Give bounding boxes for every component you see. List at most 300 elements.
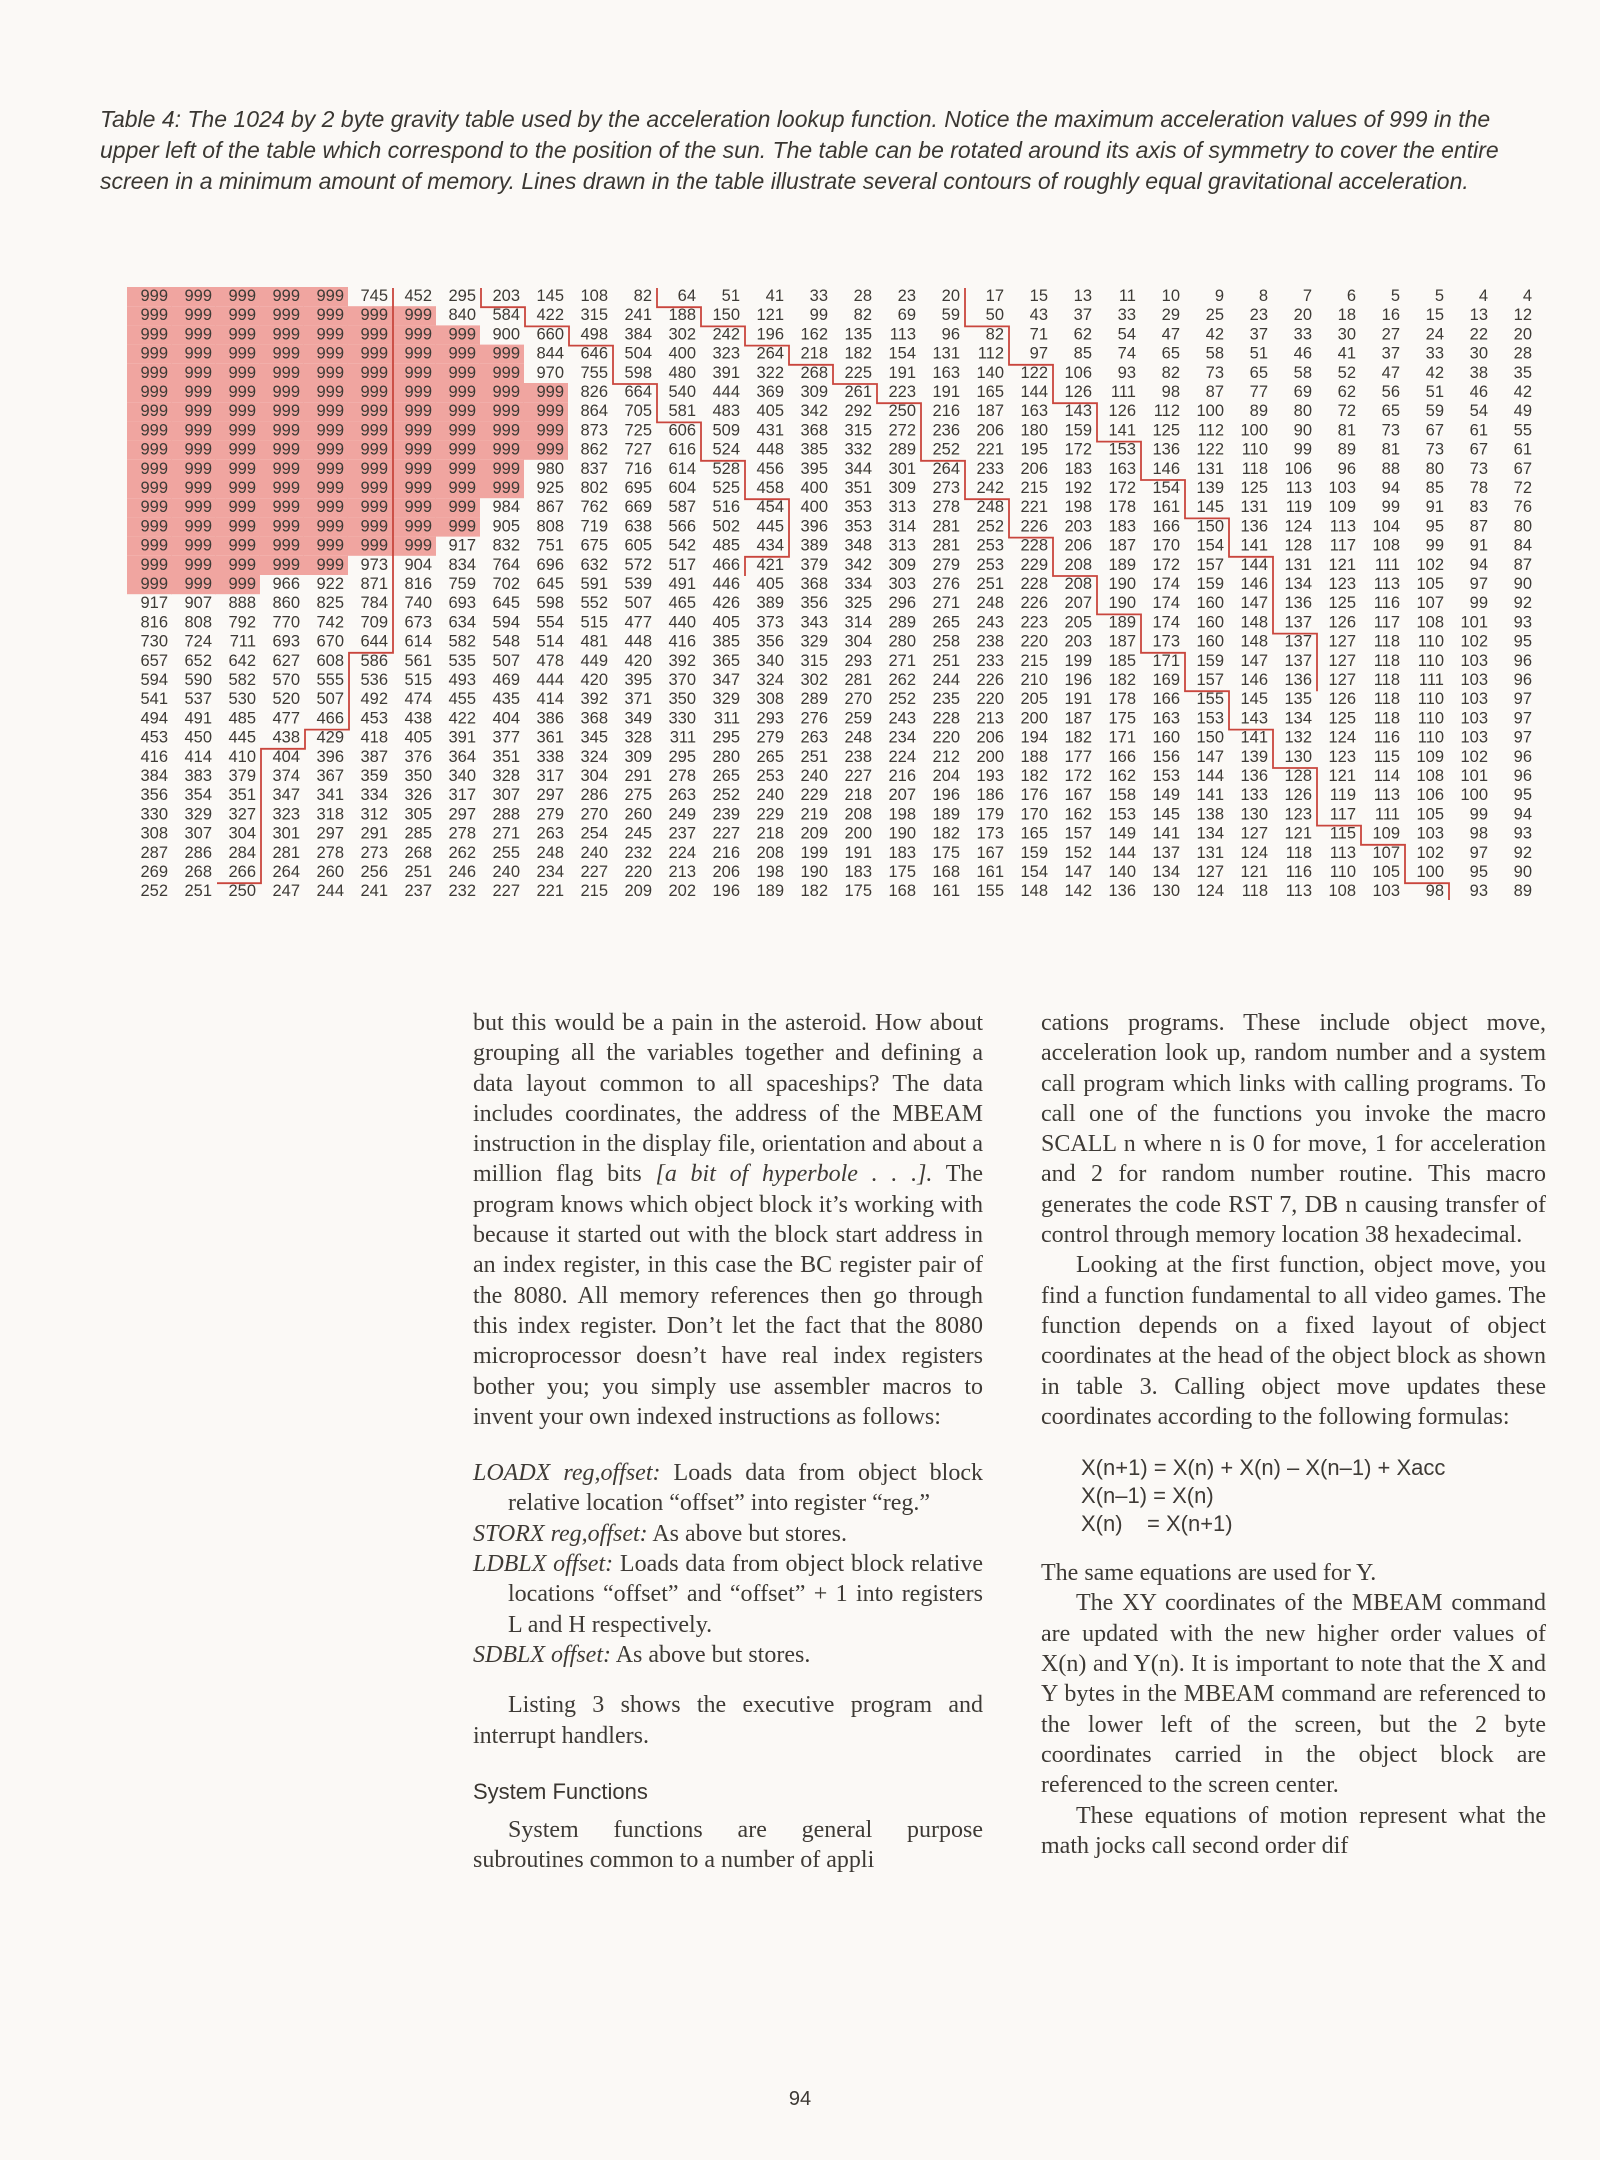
- table-cell: 112: [977, 344, 1004, 363]
- table-cell: 234: [888, 728, 916, 747]
- table-cell: 286: [580, 786, 608, 805]
- table-cell: 88: [1381, 459, 1400, 478]
- table-cell: 392: [580, 690, 608, 709]
- table-cell: 166: [1152, 517, 1180, 536]
- table-cell: 539: [624, 575, 652, 593]
- table-cell: 504: [624, 344, 652, 363]
- table-cell: 136: [1284, 594, 1312, 613]
- table-cell: 243: [888, 709, 916, 728]
- table-cell: 59: [941, 306, 960, 325]
- table-cell: 999: [184, 479, 212, 497]
- table-cell: 204: [932, 767, 960, 785]
- table-cell: 389: [800, 536, 828, 555]
- table-cell: 81: [1381, 440, 1400, 459]
- table-cell: 182: [844, 344, 872, 363]
- table-cell: 709: [360, 613, 388, 632]
- table-cell: 586: [360, 651, 388, 670]
- right-text-column: [1041, 1008, 1546, 1861]
- table-cell: 241: [360, 882, 388, 900]
- table-cell: 147: [1240, 594, 1268, 613]
- table-cell: 119: [1285, 498, 1312, 517]
- table-cell: 999: [228, 440, 256, 459]
- table-cell: 426: [712, 594, 740, 613]
- table-cell: 160: [1196, 613, 1224, 632]
- table-cell: 5: [1434, 287, 1444, 305]
- table-cell: 999: [404, 306, 432, 325]
- table-cell: 353: [844, 517, 872, 536]
- table-cell: 248: [976, 594, 1004, 613]
- table-cell: 219: [800, 805, 828, 824]
- table-cell: 174: [1152, 575, 1180, 593]
- table-cell: 187: [1108, 632, 1136, 651]
- table-cell: 94: [1513, 805, 1532, 824]
- table-cell: 128: [1284, 536, 1312, 555]
- table-cell: 207: [1064, 594, 1092, 613]
- table-cell: 808: [184, 613, 212, 632]
- table-cell: 284: [228, 843, 256, 862]
- table-cell: 85: [1073, 344, 1092, 363]
- table-cell: 541: [140, 690, 168, 709]
- table-cell: 719: [580, 517, 608, 536]
- table-cell: 330: [668, 709, 696, 728]
- table-cell: 244: [316, 882, 344, 900]
- table-cell: 999: [272, 479, 300, 497]
- table-cell: 118: [1373, 690, 1400, 709]
- table-cell: 999: [228, 479, 256, 497]
- table-cell: 200: [976, 747, 1004, 766]
- table-cell: 264: [756, 344, 784, 363]
- table-cell: 80: [1513, 517, 1532, 536]
- table-cell: 404: [492, 709, 520, 728]
- table-cell: 405: [756, 402, 784, 421]
- table-cell: 281: [844, 671, 872, 689]
- table-cell: 252: [932, 440, 960, 459]
- table-cell: 999: [316, 459, 344, 478]
- table-cell: 999: [492, 421, 520, 440]
- table-cell: 275: [624, 786, 652, 805]
- definition-ldblx: LDBLX offset: Loads data from object block relative locations “offset” and “offset” + 1 into registers L and H respectively.: [473, 1551, 983, 1638]
- table-cell: 20: [1513, 325, 1532, 344]
- table-cell: 387: [360, 747, 388, 766]
- table-cell: 391: [712, 363, 740, 382]
- table-cell: 448: [624, 632, 652, 651]
- paragraph: Looking at the first function, object move, you find a function fundamental to all video games. The function depends on a fixed layout of object coordinates at the head of the object block as shown in table 3. Calling object move updates these coordinates according to the following formulas:: [1041, 1252, 1546, 1430]
- table-cell: 107: [1416, 594, 1444, 613]
- table-cell: 278: [316, 843, 344, 862]
- table-cell: 999: [140, 536, 168, 555]
- table-cell: 264: [272, 863, 300, 881]
- table-cell: 111: [1374, 805, 1400, 824]
- table-cell: 155: [1196, 690, 1224, 709]
- table-cell: 146: [1240, 575, 1268, 593]
- table-cell: 139: [1240, 747, 1268, 766]
- table-cell: 241: [624, 306, 652, 325]
- table-cell: 190: [800, 863, 828, 881]
- table-cell: 137: [1284, 651, 1312, 670]
- table-cell: 594: [492, 613, 520, 632]
- table-cell: 332: [844, 440, 872, 459]
- table-cell: 243: [976, 613, 1004, 632]
- table-cell: 999: [228, 421, 256, 440]
- table-cell: 125: [1240, 479, 1268, 497]
- table-cell: 100: [1240, 421, 1268, 440]
- table-cell: 435: [492, 690, 520, 709]
- table-cell: 888: [228, 594, 256, 613]
- table-cell: 229: [800, 786, 828, 805]
- table-cell: 359: [360, 767, 388, 785]
- table-cell: 105: [1416, 575, 1444, 593]
- table-cell: 159: [1020, 843, 1048, 862]
- table-cell: 871: [360, 575, 388, 593]
- table-cell: 227: [712, 824, 740, 843]
- table-cell: 85: [1425, 479, 1444, 497]
- paragraph: The same equations are used for Y.: [1041, 1560, 1377, 1587]
- table-cell: 238: [844, 747, 872, 766]
- table-cell: 999: [228, 575, 256, 593]
- table-cell: 999: [272, 402, 300, 421]
- table-cell: 502: [712, 517, 740, 536]
- table-cell: 124: [1196, 882, 1224, 900]
- table-cell: 125: [1152, 421, 1180, 440]
- table-cell: 215: [1020, 651, 1048, 670]
- table-cell: 323: [272, 805, 300, 824]
- table-cell: 176: [1020, 786, 1048, 805]
- table-cell: 281: [932, 536, 960, 555]
- table-cell: 999: [448, 421, 476, 440]
- table-cell: 873: [580, 421, 608, 440]
- table-cell: 999: [492, 383, 520, 401]
- table-cell: 584: [492, 306, 520, 325]
- table-cell: 149: [1152, 786, 1180, 805]
- table-cell: 226: [1020, 594, 1048, 613]
- table-cell: 111: [1418, 671, 1444, 689]
- table-cell: 138: [1196, 805, 1224, 824]
- table-cell: 999: [184, 402, 212, 421]
- table-cell: 33: [1117, 306, 1136, 325]
- table-cell: 153: [1108, 805, 1136, 824]
- table-cell: 396: [800, 517, 828, 536]
- table-cell: 834: [448, 555, 476, 574]
- table-cell: 159: [1196, 575, 1224, 593]
- table-cell: 105: [1416, 805, 1444, 824]
- table-cell: 233: [976, 459, 1004, 478]
- table-cell: 180: [1020, 421, 1048, 440]
- table-cell: 100: [1196, 402, 1224, 421]
- table-cell: 340: [448, 767, 476, 785]
- table-cell: 999: [140, 421, 168, 440]
- table-cell: 537: [184, 690, 212, 709]
- paragraph: Listing 3 shows the executive program and interrupt handlers.: [473, 1692, 983, 1749]
- table-cell: 50: [985, 306, 1004, 325]
- table-cell: 98: [1469, 824, 1488, 843]
- table-cell: 206: [976, 421, 1004, 440]
- table-cell: 65: [1161, 344, 1180, 363]
- table-cell: 167: [1064, 786, 1092, 805]
- table-cell: 144: [1196, 767, 1224, 785]
- table-cell: 7: [1302, 287, 1312, 305]
- table-cell: 186: [976, 786, 1004, 805]
- table-cell: 65: [1381, 402, 1400, 421]
- table-cell: 224: [668, 843, 696, 862]
- table-cell: 213: [976, 709, 1004, 728]
- table-cell: 98: [1425, 882, 1444, 900]
- table-cell: 251: [184, 882, 212, 900]
- table-cell: 13: [1469, 306, 1488, 325]
- table-cell: 90: [1513, 575, 1532, 593]
- table-cell: 154: [888, 344, 916, 363]
- table-cell: 108: [1372, 536, 1400, 555]
- table-cell: 182: [932, 824, 960, 843]
- table-cell: 117: [1329, 536, 1356, 555]
- table-cell: 614: [668, 459, 696, 478]
- table-cell: 91: [1425, 498, 1444, 517]
- table-cell: 561: [404, 651, 432, 670]
- table-cell: 999: [184, 344, 212, 363]
- table-cell: 730: [140, 632, 168, 651]
- table-cell: 999: [316, 555, 344, 574]
- table-cell: 89: [1249, 402, 1268, 421]
- table-cell: 999: [536, 440, 564, 459]
- table-cell: 38: [1469, 363, 1488, 382]
- table-cell: 128: [1284, 767, 1312, 785]
- table-cell: 281: [272, 843, 300, 862]
- table-cell: 110: [1417, 709, 1444, 728]
- table-cell: 61: [1469, 421, 1488, 440]
- table-cell: 97: [1513, 728, 1532, 747]
- table-cell: 92: [1513, 843, 1532, 862]
- table-cell: 150: [712, 306, 740, 325]
- table-cell: 999: [140, 287, 168, 305]
- table-cell: 999: [316, 536, 344, 555]
- table-cell: 46: [1293, 344, 1312, 363]
- table-cell: 999: [272, 325, 300, 344]
- table-cell: 218: [800, 344, 828, 363]
- table-cell: 999: [536, 383, 564, 401]
- paragraph: The XY coordinates of the MBEAM command are updated with the new higher order values of X(n) and Y(n). It is important to note that the X and Y bytes in the MBEAM command are referenced to the lower left of the screen, but the 2 byte coordinates carried in the object block are referenced to the screen center.: [1041, 1590, 1546, 1799]
- table-cell: 136: [1240, 517, 1268, 536]
- table-cell: 604: [668, 479, 696, 497]
- table-cell: 341: [316, 786, 344, 805]
- table-cell: 356: [756, 632, 784, 651]
- table-cell: 41: [765, 287, 784, 305]
- table-cell: 999: [404, 402, 432, 421]
- table-cell: 498: [580, 325, 608, 344]
- table-cell: 860: [272, 594, 300, 613]
- table-cell: 51: [721, 287, 740, 305]
- table-cell: 216: [888, 767, 916, 785]
- table-cell: 453: [360, 709, 388, 728]
- table-cell: 97: [1469, 843, 1488, 862]
- table-cell: 356: [140, 786, 168, 805]
- table-cell: 999: [448, 383, 476, 401]
- table-cell: 516: [712, 498, 740, 517]
- table-cell: 309: [800, 383, 828, 401]
- table-cell: 82: [633, 287, 652, 305]
- table-cell: 414: [536, 690, 564, 709]
- table-cell: 345: [580, 728, 608, 747]
- table-cell: 258: [932, 632, 960, 651]
- table-cell: 251: [800, 747, 828, 766]
- table-cell: 590: [184, 671, 212, 689]
- table-cell: 122: [1196, 440, 1224, 459]
- table-cell: 999: [228, 517, 256, 536]
- table-cell: 145: [1152, 805, 1180, 824]
- table-cell: 330: [140, 805, 168, 824]
- table-cell: 163: [1108, 459, 1136, 478]
- table-cell: 56: [1381, 383, 1400, 401]
- table-cell: 188: [1020, 747, 1048, 766]
- table-cell: 178: [1108, 498, 1136, 517]
- table-cell: 420: [580, 671, 608, 689]
- table-cell: 146: [1240, 671, 1268, 689]
- table-cell: 999: [184, 575, 212, 593]
- table-cell: 172: [1064, 440, 1092, 459]
- table-cell: 108: [1416, 613, 1444, 632]
- table-cell: 478: [536, 651, 564, 670]
- table-cell: 118: [1373, 651, 1400, 670]
- table-cell: 260: [624, 805, 652, 824]
- table-cell: 999: [360, 479, 388, 497]
- table-cell: 458: [756, 479, 784, 497]
- table-cell: 200: [844, 824, 872, 843]
- table-cell: 111: [1374, 555, 1400, 574]
- table-cell: 127: [1240, 824, 1268, 843]
- table-cell: 160: [1152, 728, 1180, 747]
- table-cell: 308: [140, 824, 168, 843]
- table-cell: 99: [1469, 805, 1488, 824]
- table-cell: 82: [1161, 363, 1180, 382]
- table-cell: 705: [624, 402, 652, 421]
- table-cell: 422: [448, 709, 476, 728]
- table-cell: 764: [492, 555, 520, 574]
- table-cell: 455: [448, 690, 476, 709]
- table-cell: 215: [1020, 479, 1048, 497]
- table-cell: 136: [1108, 882, 1136, 900]
- table-cell: 999: [184, 383, 212, 401]
- table-cell: 999: [140, 325, 168, 344]
- table-cell: 784: [360, 594, 388, 613]
- table-cell: 126: [1108, 402, 1136, 421]
- table-cell: 33: [809, 287, 828, 305]
- table-cell: 253: [756, 767, 784, 785]
- table-cell: 999: [448, 459, 476, 478]
- table-cell: 740: [404, 594, 432, 613]
- table-cell: 313: [888, 498, 916, 517]
- table-cell: 216: [932, 402, 960, 421]
- table-cell: 999: [404, 459, 432, 478]
- table-cell: 220: [976, 690, 1004, 709]
- table-cell: 196: [1064, 671, 1092, 689]
- table-cell: 42: [1425, 363, 1444, 382]
- table-cell: 90: [1293, 421, 1312, 440]
- table-cell: 115: [1373, 747, 1400, 766]
- table-cell: 102: [1460, 632, 1488, 651]
- table-cell: 115: [1329, 824, 1356, 843]
- table-cell: 325: [844, 594, 872, 613]
- table-cell: 178: [1108, 690, 1136, 709]
- table-cell: 302: [800, 671, 828, 689]
- table-cell: 189: [1108, 613, 1136, 632]
- table-cell: 208: [844, 805, 872, 824]
- table-cell: 999: [184, 440, 212, 459]
- table-cell: 999: [492, 459, 520, 478]
- table-cell: 999: [228, 287, 256, 305]
- table-cell: 103: [1460, 709, 1488, 728]
- table-cell: 108: [580, 287, 608, 305]
- table-cell: 117: [1329, 805, 1356, 824]
- table-cell: 999: [272, 306, 300, 325]
- table-cell: 342: [800, 402, 828, 421]
- table-cell: 162: [800, 325, 828, 344]
- table-cell: 170: [1020, 805, 1048, 824]
- table-cell: 645: [536, 575, 564, 593]
- table-cell: 58: [1293, 363, 1312, 382]
- table-cell: 109: [1372, 824, 1400, 843]
- table-cell: 999: [360, 536, 388, 555]
- table-cell: 999: [272, 344, 300, 363]
- table-cell: 121: [756, 306, 784, 325]
- table-cell: 190: [1108, 575, 1136, 593]
- table-cell: 329: [800, 632, 828, 651]
- table-cell: 216: [712, 843, 740, 862]
- table-cell: 999: [184, 555, 212, 574]
- table-cell: 999: [448, 363, 476, 382]
- table-cell: 96: [941, 325, 960, 344]
- table-cell: 507: [492, 651, 520, 670]
- table-cell: 999: [448, 325, 476, 344]
- table-cell: 970: [536, 363, 564, 382]
- table-cell: 147: [1196, 747, 1224, 766]
- table-cell: 131: [1196, 843, 1224, 862]
- table-cell: 285: [404, 824, 432, 843]
- table-cell: 127: [1328, 651, 1356, 670]
- table-cell: 297: [316, 824, 344, 843]
- table-cell: 292: [844, 402, 872, 421]
- table-cell: 999: [140, 459, 168, 478]
- table-cell: 491: [184, 709, 212, 728]
- table-cell: 67: [1469, 440, 1488, 459]
- table-cell: 109: [1416, 747, 1444, 766]
- table-cell: 113: [1329, 843, 1356, 862]
- table-cell: 94: [1381, 479, 1400, 497]
- table-cell: 386: [536, 709, 564, 728]
- table-cell: 552: [580, 594, 608, 613]
- table-cell: 644: [360, 632, 388, 651]
- table-cell: 130: [1240, 805, 1268, 824]
- table-cell: 268: [184, 863, 212, 881]
- table-cell: 307: [492, 786, 520, 805]
- table-cell: 289: [800, 690, 828, 709]
- table-cell: 999: [404, 344, 432, 363]
- table-cell: 999: [448, 498, 476, 517]
- table-cell: 270: [580, 805, 608, 824]
- table-cell: 917: [140, 594, 168, 613]
- table-cell: 405: [756, 575, 784, 593]
- table-cell: 10: [1161, 287, 1180, 305]
- table-cell: 293: [844, 651, 872, 670]
- paragraph: These equations of motion represent what the math jocks call second order dif: [1041, 1802, 1546, 1859]
- table-cell: 238: [976, 632, 1004, 651]
- table-cell: 289: [888, 440, 916, 459]
- table-cell: 72: [1513, 479, 1532, 497]
- table-cell: 444: [536, 671, 564, 689]
- table-cell: 327: [228, 805, 256, 824]
- table-cell: 416: [140, 747, 168, 766]
- table-cell: 33: [1293, 325, 1312, 344]
- table-cell: 295: [668, 747, 696, 766]
- table-cell: 228: [932, 709, 960, 728]
- table-cell: 416: [668, 632, 696, 651]
